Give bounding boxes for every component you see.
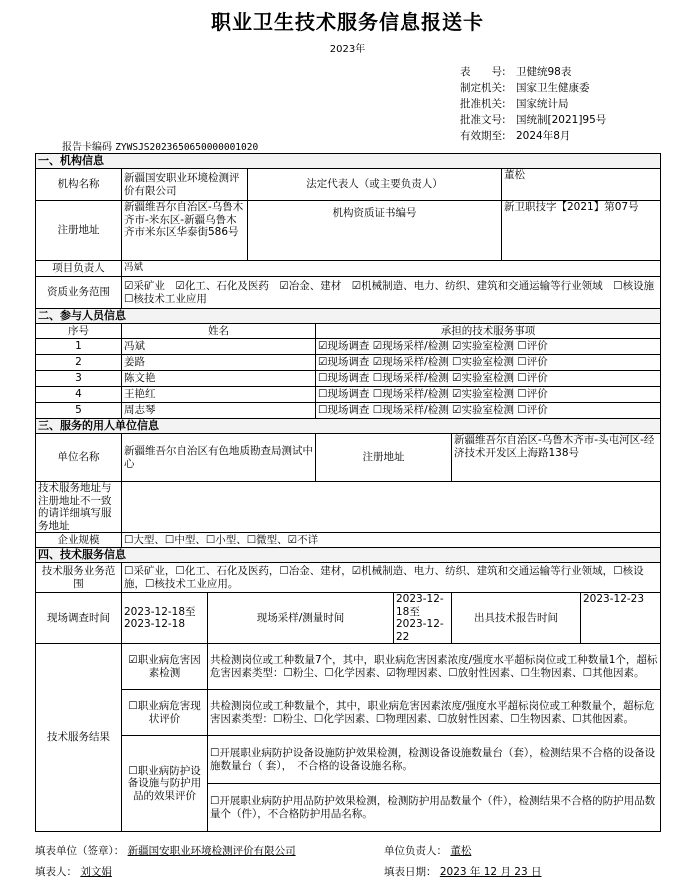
meta-row [460, 64, 606, 80]
result-text-hazard-detection[interactable]: 共检测岗位或工种数量7个，其中，职业病危害因素浓度/强度水平超标岗位或工种数量1个，超标危害因素类型：☐粉尘、☐化学因素、☑物理因素、☐放射性因素、☐生物因素、☐其他因素。 [208, 644, 661, 690]
result-text-ppe[interactable]: ☐开展职业病防护用品防护效果检测，检测防护用品数量个（件），检测结果不合格的防护用品数量个（件），不合格防护用品名称。 [208, 784, 661, 832]
sampling-time-value[interactable]: 2023-12-18至2023-12-22 [394, 593, 452, 644]
qualification-scope-value[interactable]: ☑采矿业 ☑化工、石化及医药 ☑冶金、建材 ☑机械制造、电力、纺织、建筑和交通运输等行业领域 ☐核设施 ☐核技术工业应用 [122, 277, 661, 309]
section-header-service: 四、技术服务信息 [36, 548, 661, 563]
project-lead-label: 项目负责人 [36, 261, 122, 277]
col-header-no: 序号 [36, 324, 122, 339]
footer-unit-value[interactable]: 新疆国安职业环境检测评价有限公司 [127, 845, 296, 857]
result-label-hazard-detection[interactable]: ☑职业病危害因素检测 [122, 644, 208, 690]
survey-time-label: 现场调查时间 [36, 593, 122, 644]
col-header-name: 姓名 [122, 324, 316, 339]
meta-key: 有效期至: [460, 130, 506, 142]
section-header-employer: 三、服务的用人单位信息 [36, 419, 661, 434]
staff-task[interactable]: ☑现场调查 ☑现场采样/检测 ☑实验室检测 ☐评价 [316, 339, 661, 355]
footer-date [384, 864, 541, 879]
result-text-status-evaluation[interactable]: 共检测岗位或工种数量个，其中，职业病危害因素浓度/强度水平超标岗位或工种数量个，超标危害因素类型：☐粉尘、☐化学因素、☐物理因素、☐放射性因素、☐生物因素、☐其他因素。 [208, 690, 661, 736]
meta-value: 国统制[2021]95号 [516, 114, 607, 126]
meta-value: 2024年8月 [516, 130, 571, 142]
footer-filler-label: 填表人： [35, 866, 77, 878]
sampling-time-label: 现场采样/测量时间 [208, 593, 394, 644]
footer-head-value[interactable]: 董松 [450, 845, 472, 857]
report-time-value[interactable]: 2023-12-23 [581, 593, 661, 644]
result-label-status-evaluation[interactable]: ☐职业病危害现状评价 [122, 690, 208, 736]
footer-head [384, 843, 471, 858]
col-header-task: 承担的技术服务事项 [316, 324, 661, 339]
legal-rep-value[interactable]: 董松 [502, 169, 661, 201]
staff-name: 冯斌 [122, 339, 316, 355]
info-table [35, 153, 665, 832]
report-code-line [62, 138, 258, 153]
legal-rep-label: 法定代表人（或主要负责人） [248, 169, 502, 201]
section-header-staff: 二、参与人员信息 [36, 309, 661, 324]
staff-name: 陈文艳 [122, 371, 316, 387]
section-header-org: 一、机构信息 [36, 154, 661, 169]
staff-task[interactable]: ☐现场调查 ☐现场采样/检测 ☑实验室检测 ☐评价 [316, 387, 661, 403]
footer-filler [35, 864, 112, 879]
staff-name: 周志琴 [122, 403, 316, 419]
staff-task[interactable]: ☐现场调查 ☐现场采样/检测 ☑实验室检测 ☐评价 [316, 403, 661, 419]
footer-date-label: 填表日期： [384, 866, 437, 878]
report-code-label: 报告卡编码 [62, 142, 112, 153]
meta-key: 表 号: [460, 66, 506, 78]
meta-value: 国家卫生健康委 [516, 82, 590, 94]
report-code-value: ZYWSJS2023650650000001020 [115, 142, 259, 153]
reg-address-value[interactable]: 新疆维吾尔自治区-乌鲁木齐市-米东区-新疆乌鲁木齐市米东区华泰街586号 [122, 201, 248, 261]
footer-unit [35, 843, 296, 858]
cert-number-value[interactable]: 新卫职技字【2021】第07号 [502, 201, 661, 261]
meta-row [460, 96, 606, 112]
report-time-label: 出具技术报告时间 [452, 593, 581, 644]
form-year: 2023年 [329, 44, 366, 55]
org-name-label: 机构名称 [36, 169, 122, 201]
table-row [36, 403, 661, 419]
staff-task[interactable]: ☐现场调查 ☐现场采样/检测 ☑实验室检测 ☐评价 [316, 371, 661, 387]
survey-time-value[interactable]: 2023-12-18至2023-12-18 [122, 593, 208, 644]
employer-name-label: 单位名称 [36, 434, 122, 482]
meta-row [460, 80, 606, 96]
meta-value: 国家统计局 [516, 98, 569, 110]
meta-block [460, 64, 606, 144]
service-address-value[interactable] [122, 482, 661, 533]
staff-name: 王艳红 [122, 387, 316, 403]
meta-row [460, 128, 606, 144]
enterprise-size-value[interactable]: ☐大型、☐中型、☐小型、☐微型、☑不详 [122, 533, 661, 548]
staff-no: 3 [36, 371, 122, 387]
table-row [36, 371, 661, 387]
service-result-label: 技术服务结果 [36, 644, 122, 832]
service-scope-label: 技术服务业务范围 [36, 563, 122, 593]
service-scope-value[interactable]: ☐采矿业，☐化工、石化及医药，☐冶金、建材，☑机械制造、电力、纺织、建筑和交通运输等行业领域，☐核设施，☐核技术工业应用。 [122, 563, 661, 593]
project-lead-value[interactable]: 冯斌 [122, 261, 661, 277]
enterprise-size-label: 企业规模 [36, 533, 122, 548]
table-row [36, 339, 661, 355]
cert-number-label: 机构资质证书编号 [248, 201, 502, 261]
meta-row [460, 112, 606, 128]
meta-value: 卫健统98表 [516, 66, 572, 78]
footer-head-label: 单位负责人： [384, 845, 447, 857]
staff-no: 2 [36, 355, 122, 371]
employer-address-value[interactable]: 新疆维吾尔自治区-乌鲁木齐市-头屯河区-经济技术开发区上海路138号 [452, 434, 661, 482]
staff-name: 姜路 [122, 355, 316, 371]
service-address-label: 技术服务地址与注册地址不一致的请详细填写服务地址 [36, 482, 122, 533]
qualification-scope-label: 资质业务范围 [36, 277, 122, 309]
result-text-equipment[interactable]: ☐开展职业病防护设备设施防护效果检测，检测设备设施数量台（套），检测结果不合格的设备设施数量台（ 套）， 不合格的设备设施名称。 [208, 736, 661, 784]
employer-address-label: 注册地址 [316, 434, 452, 482]
meta-key: 批准文号: [460, 114, 506, 126]
employer-name-value[interactable]: 新疆维吾尔自治区有色地质勘查局测试中心 [122, 434, 316, 482]
result-label-protection-evaluation[interactable]: ☐职业病防护设备设施与防护用品的效果评价 [122, 736, 208, 832]
form-title: 职业卫生技术服务信息报送卡 [211, 10, 484, 34]
footer-unit-label: 填表单位（签章）： [35, 845, 125, 857]
meta-key: 制定机关: [460, 82, 506, 94]
staff-no: 1 [36, 339, 122, 355]
reg-address-label: 注册地址 [36, 201, 122, 261]
staff-task[interactable]: ☑现场调查 ☑现场采样/检测 ☐实验室检测 ☐评价 [316, 355, 661, 371]
footer-date-value[interactable]: 2023 年 12 月 23 日 [439, 866, 542, 878]
footer-filler-value[interactable]: 刘文娟 [80, 866, 112, 878]
staff-no: 5 [36, 403, 122, 419]
org-name-value[interactable]: 新疆国安职业环境检测评价有限公司 [122, 169, 248, 201]
staff-no: 4 [36, 387, 122, 403]
table-row [36, 355, 661, 371]
table-row [36, 387, 661, 403]
meta-key: 批准机关: [460, 98, 506, 110]
